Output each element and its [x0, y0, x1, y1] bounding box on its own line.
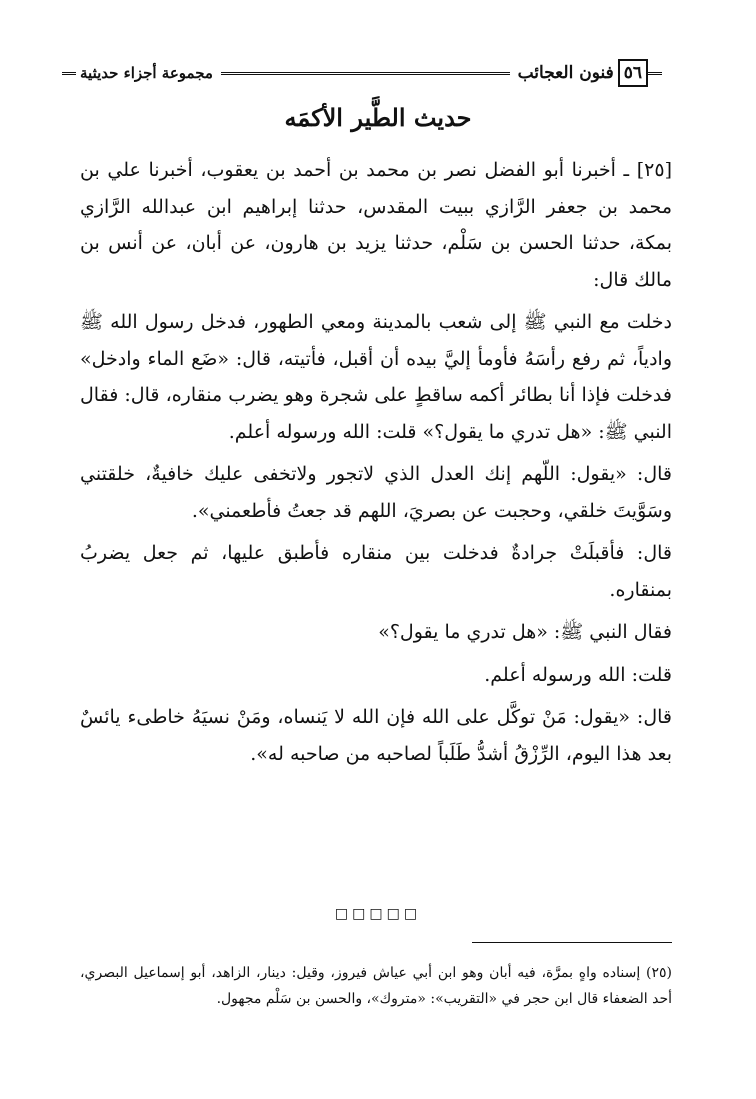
- footnote-divider: [472, 942, 672, 943]
- paragraph-isnad: [٢٥] ـ أخبرنا أبو الفضل نصر بن محمد بن أحمد بن يعقوب، أخبرنا علي بن محمد بن جعفر الرَّازي ببيت المقدس، حدثنا إبراهيم ابن عبدالله الرَّازي بمكة، حدثنا الحسن بن سَلْم، حدثنا يزيد بن هارون، عن أبان، عن أنس بن مالك قال:: [80, 159, 672, 291]
- section-title: حديث الطَّير الأكمَه: [284, 103, 472, 132]
- paragraph-bird-saying: قال: «يقول: اللّهم إنك العدل الذي لاتجور ولاتخفى عليك خافيةٌ، خلقتني وسَوَّيتَ خلقي، وحجبت عن بصريَ، اللهم قد جعتُ فأطعمني».: [80, 463, 672, 522]
- series-title: مجموعة أجزاء حديثية: [80, 64, 213, 82]
- paragraph-locust: قال: فأقبلَتْ جرادةٌ فدخلت بين منقاره فأطبق عليها، ثم جعل يضربُ بمنقاره.: [80, 542, 672, 601]
- paragraph-narration: دخلت مع النبي ﷺ إلى شعب بالمدينة ومعي الطهور، فدخل رسول الله ﷺ وادياً، ثم رفع رأسَهُ فأومأ إليَّ بيده أن أقبل، فأتيته، قال: «ضَع الماء وادخل» فدخلت فإذا أنا بطائر أكمه ساقطٍ على شجرة وهو يضرب منقاره، قال: فقال النبي ﷺ: «هل تدري ما يقول؟» قلت: الله ورسوله أعلم.: [80, 311, 672, 443]
- paragraph-answer: قلت: الله ورسوله أعلم.: [484, 663, 672, 686]
- section-end-ornament: □□□□□: [334, 906, 422, 922]
- paragraph-final-saying: قال: «يقول: مَنْ توكَّل على الله فإن الله لا يَنساه، ومَنْ نسيَهُ خاطىء يائسٌ بعد هذا اليوم، الرِّزْقُ أشدُّ طَلَباً لصاحبه من صاحبه له».: [80, 706, 672, 765]
- header-rule: [221, 72, 510, 75]
- paragraph-question: فقال النبي ﷺ: «هل تدري ما يقول؟»: [378, 621, 672, 643]
- main-text: [80, 152, 672, 778]
- running-header: [62, 56, 662, 90]
- footnote: (٢٥) إسناده واهٍ بمرَّة، فيه أبان وهو ابن أبي عياش فيروز، وقيل: دينار، الزاهد، أبو إسماعيل البصري، أحد الضعفاء قال ابن حجر في «التقريب»: «متروك»، والحسن بن سَلْم مجهول.: [80, 965, 672, 1007]
- page-number: ٥٦: [618, 59, 648, 87]
- header-rule-start: [648, 72, 662, 75]
- header-rule-end: [62, 72, 76, 75]
- book-title: فنون العجائب: [517, 63, 614, 83]
